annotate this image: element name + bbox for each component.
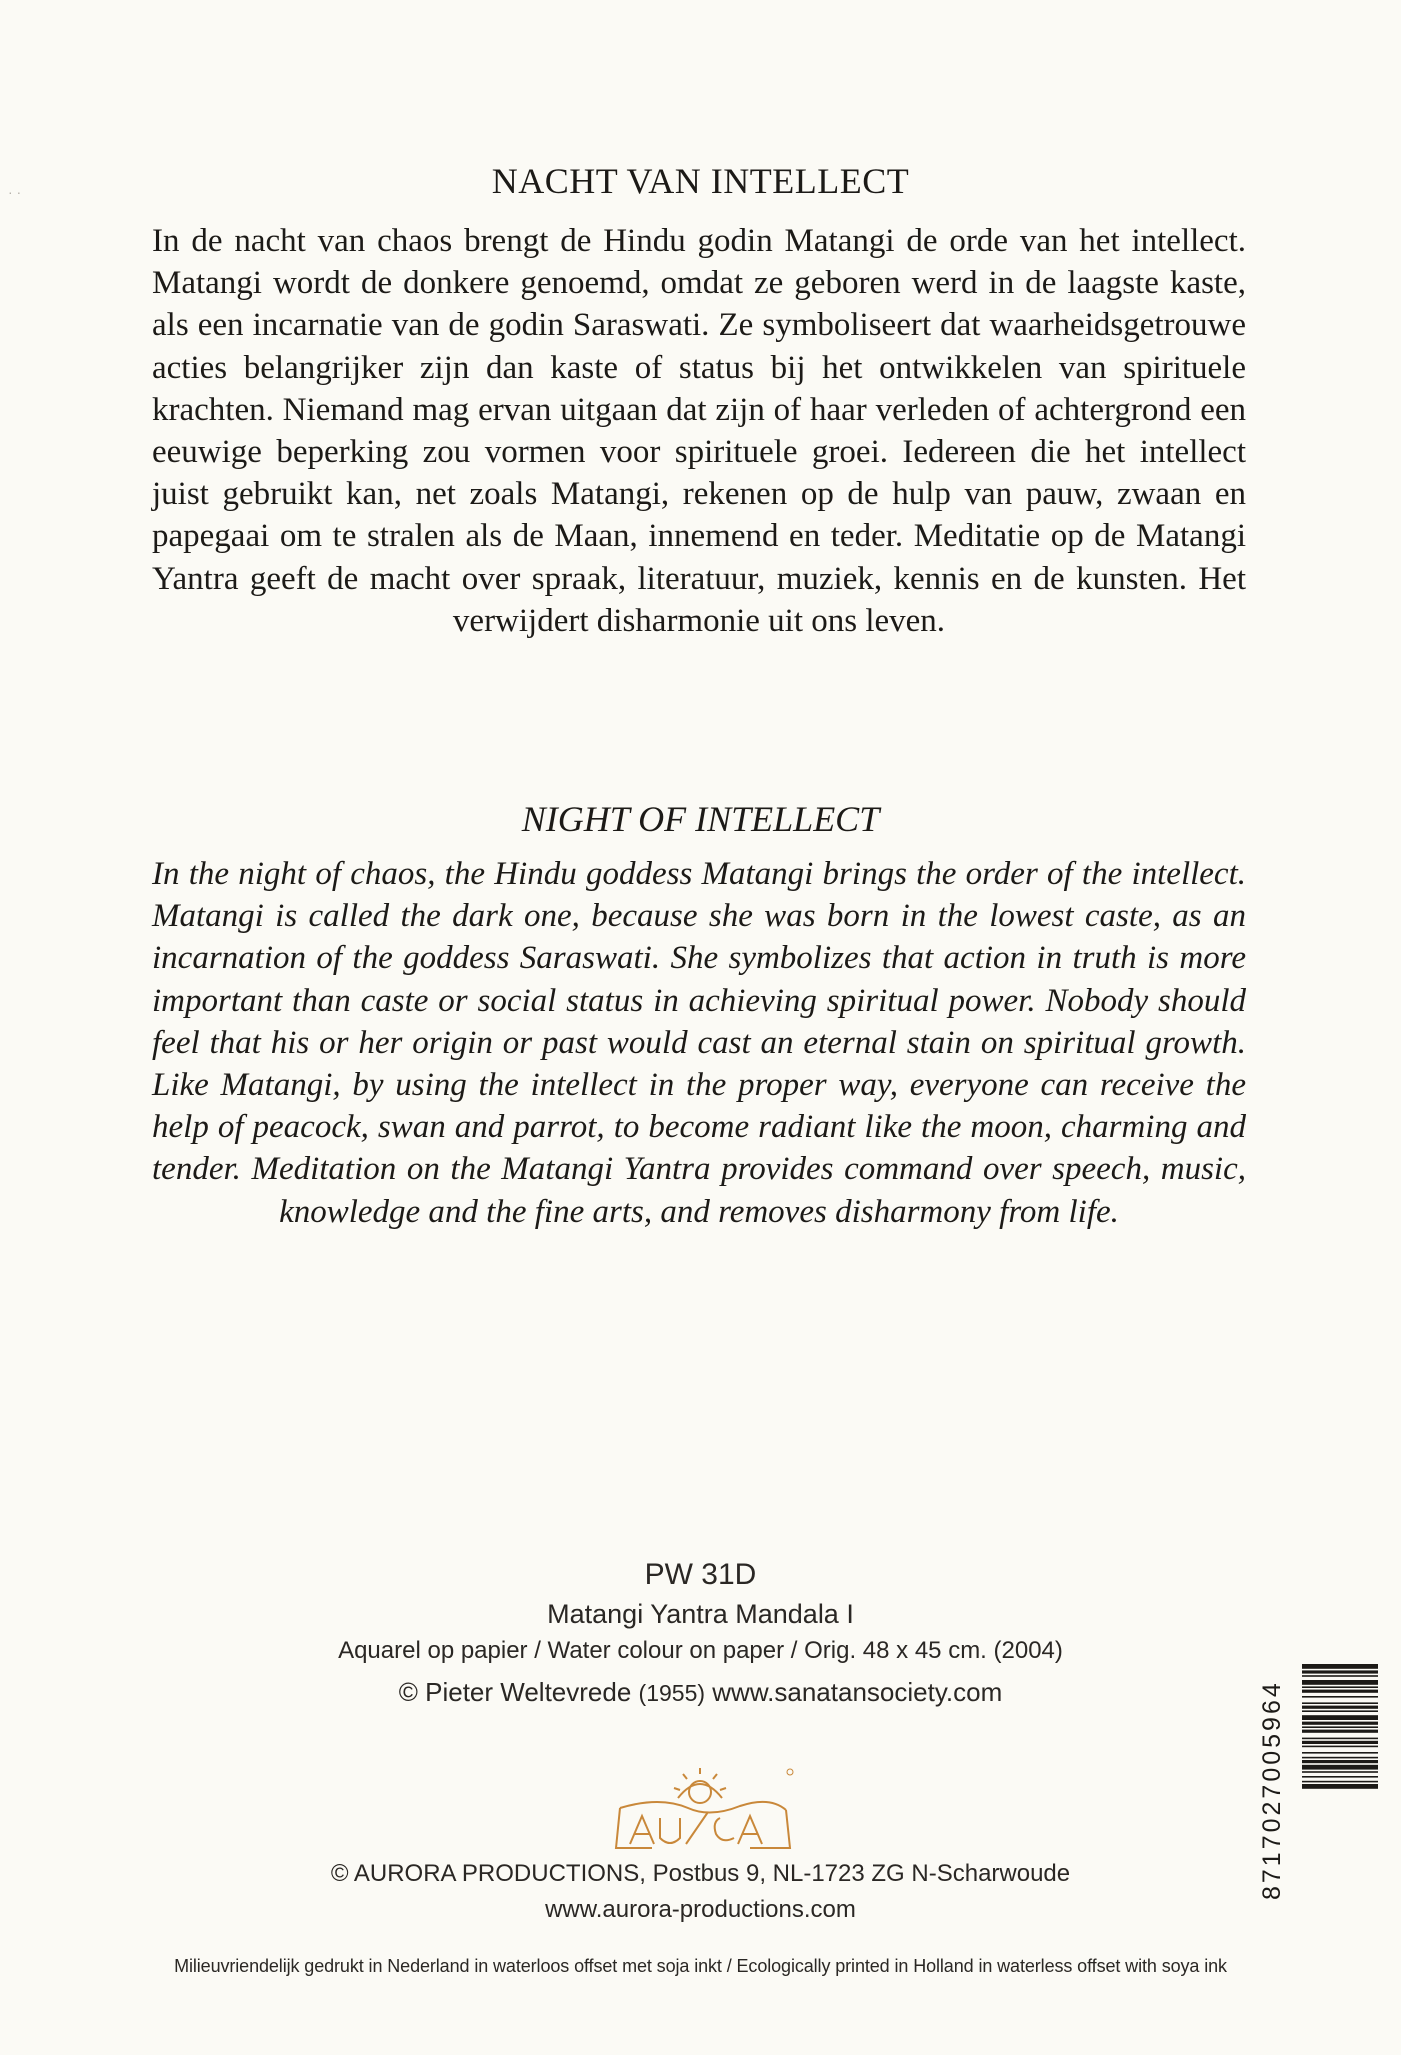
artwork-title: Matangi Yantra Mandala I [547, 1599, 854, 1629]
artist-years: (1955) [638, 1680, 706, 1706]
english-title: NIGHT OF INTELLECT [521, 798, 880, 839]
english-body: In the night of chaos, the Hindu goddess Matangi brings the order of the intellect. Matangi is called the dark one, because she was born in the lowest caste, as an incarnation of the goddess Saraswati. She symbolizes that action in truth is more important than caste or social status in achieving spiritual power. Nobody should feel that his or her origin or past would cast an eternal stain on spiritual growth. Like Matangi, by using the intellect in the proper way, everyone can receive the help of peacock, swan and parrot, to become radiant like the moon, charming and tender. Meditation on the Matangi Yantra provides command over speech, music, knowledge and the fine arts, and removes disharmony from life. [152, 856, 1246, 1230]
publisher-address: © AURORA PRODUCTIONS, Postbus 9, NL-1723 ZG N-Scharwoude [330, 1860, 1071, 1887]
artist-website[interactable]: www.sanatansociety.com [712, 1677, 1003, 1707]
artist-name: © Pieter Weltevrede [398, 1677, 632, 1707]
dutch-body: In de nacht van chaos brengt de Hindu godin Matangi de orde van het intellect. Matangi wordt de donkere genoemd, omdat ze geboren werd in de laagste kaste, als een incarnatie van de godin Saraswati. Ze symboliseert dat waarheidsgetrouwe acties belangrijker zijn dan kaste of status bij het ontwikkelen van spirituele krachten. Niemand mag ervan uitgaan dat zijn of haar verleden of achtergrond een eeuwige beperking zou vormen voor spirituele groei. Iedereen die het intellect juist gebruikt kan, net zoals Matangi, rekenen op de hulp van pauw, zwaan en papegaai om te stralen als de Maan, innemend en teder. Meditatie op de Matangi Yantra geeft de macht over spraak, literatuur, muziek, kennis en de kunsten. Het verwijdert disharmonie uit ons leven. [152, 223, 1246, 639]
dutch-title: NACHT VAN INTELLECT [491, 161, 910, 202]
publisher-website[interactable]: www.aurora-productions.com [545, 1896, 856, 1923]
publisher-info [0, 1856, 1401, 1928]
scan-artifact: · · [8, 184, 22, 200]
artwork-medium: Aquarel op papier / Water colour on paper / Orig. 48 x 45 cm. (2004) [338, 1637, 1063, 1664]
artist-copyright [0, 1669, 1401, 1716]
product-code: PW 31D [644, 1558, 757, 1591]
eco-print-note: Milieuvriendelijk gedrukt in Nederland in waterloos offset met soja inkt / Ecologically printed in Holland in waterless offset with soya ink [174, 1956, 1227, 1976]
barcode-digits: 8717027005964 [1258, 1680, 1286, 1900]
aurora-logo-icon [590, 1752, 810, 1864]
artwork-credits [0, 1555, 1401, 1716]
